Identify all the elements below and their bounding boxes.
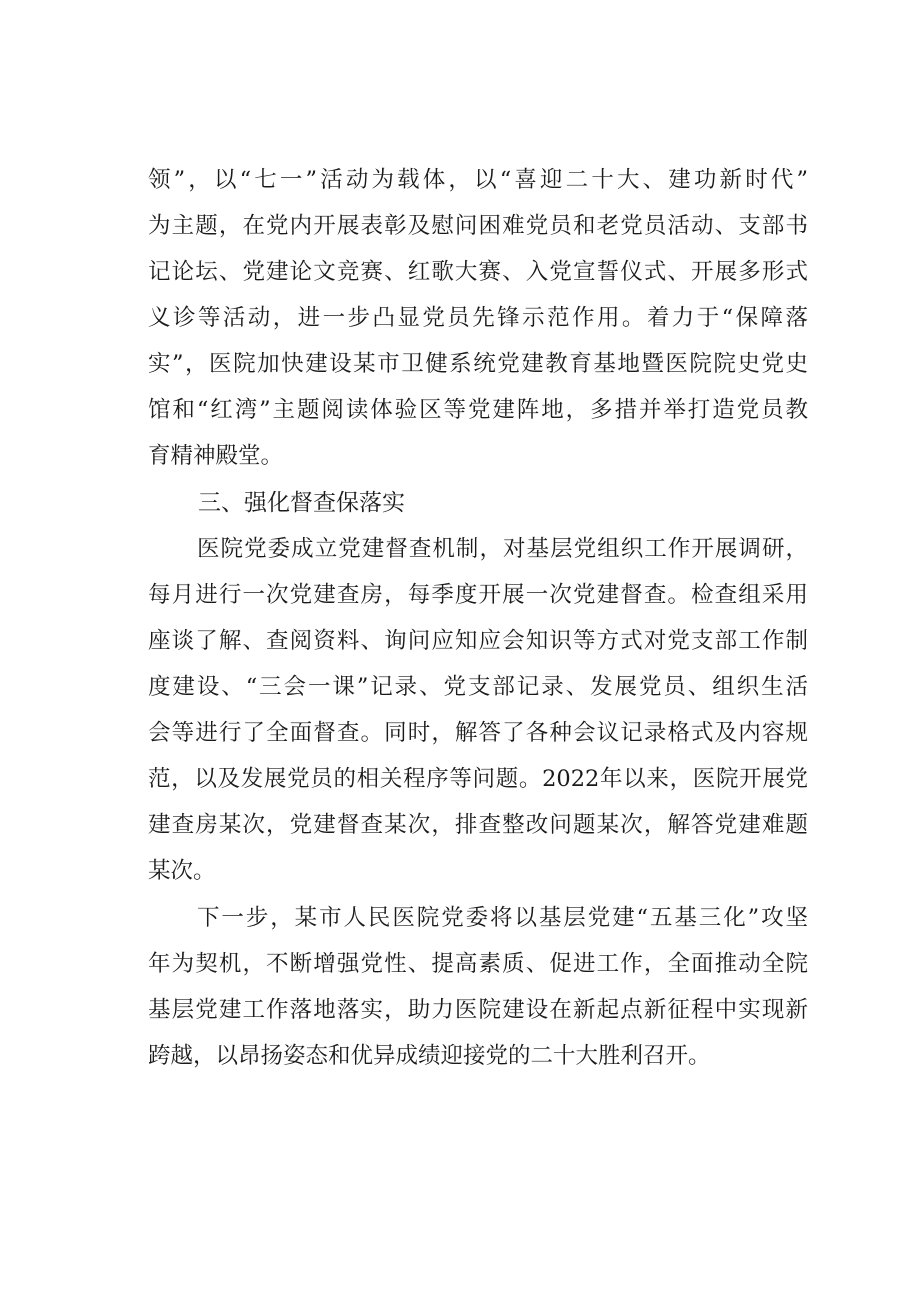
section-heading: 三、强化督查保落实 bbox=[198, 490, 405, 516]
paragraph-3-line-4: 跨越，以昂扬姿态和优异成绩迎接党的二十大胜利召开。 bbox=[148, 1043, 711, 1069]
paragraph-1-line-1: 领”，以“七一”活动为载体，以“喜迎二十大、建功新时代” bbox=[148, 167, 808, 193]
paragraph-2-line-8: 某次。 bbox=[148, 858, 216, 884]
paragraph-3-line-1: 下一步，某市人民医院党委将以基层党建“五基三化”攻坚 bbox=[197, 905, 808, 931]
paragraph-1-line-3: 记论坛、党建论文竞赛、红歌大赛、入党宣誓仪式、开展多形式 bbox=[148, 259, 808, 285]
paragraph-1-line-6: 馆和“红湾”主题阅读体验区等党建阵地，多措并举打造党员教 bbox=[148, 397, 808, 423]
paragraph-2-line-4: 度建设、“三会一课”记录、党支部记录、发展党员、组织生活 bbox=[148, 674, 808, 700]
paragraph-1-line-7: 育精神殿堂。 bbox=[148, 443, 284, 469]
paragraph-2-line-6: 范，以及发展党员的相关程序等问题。2022年以来，医院开展党 bbox=[148, 766, 808, 792]
paragraph-3-line-3: 基层党建工作落地落实，助力医院建设在新起点新征程中实现新 bbox=[148, 997, 808, 1023]
paragraph-2-line-1: 医院党委成立党建督查机制，对基层党组织工作开展调研， bbox=[197, 536, 808, 562]
paragraph-2-line-2: 每月进行一次党建查房，每季度开展一次党建督查。检查组采用 bbox=[148, 582, 808, 608]
paragraph-3-line-2: 年为契机，不断增强党性、提高素质、促进工作，全面推动全院 bbox=[148, 951, 808, 977]
paragraph-2-line-7: 建查房某次，党建督查某次，排查整改问题某次，解答党建难题 bbox=[148, 812, 808, 838]
paragraph-2-line-3: 座谈了解、查阅资料、询问应知应会知识等方式对党支部工作制 bbox=[148, 628, 808, 654]
paragraph-1-line-4: 义诊等活动，进一步凸显党员先锋示范作用。着力于“保障落 bbox=[148, 305, 808, 331]
paragraph-2-line-5: 会等进行了全面督查。同时，解答了各种会议记录格式及内容规 bbox=[148, 720, 808, 746]
paragraph-1-line-2: 为主题，在党内开展表彰及慰问困难党员和老党员活动、支部书 bbox=[148, 213, 808, 239]
paragraph-1-line-5: 实”，医院加快建设某市卫健系统党建教育基地暨医院院史党史 bbox=[148, 351, 808, 377]
